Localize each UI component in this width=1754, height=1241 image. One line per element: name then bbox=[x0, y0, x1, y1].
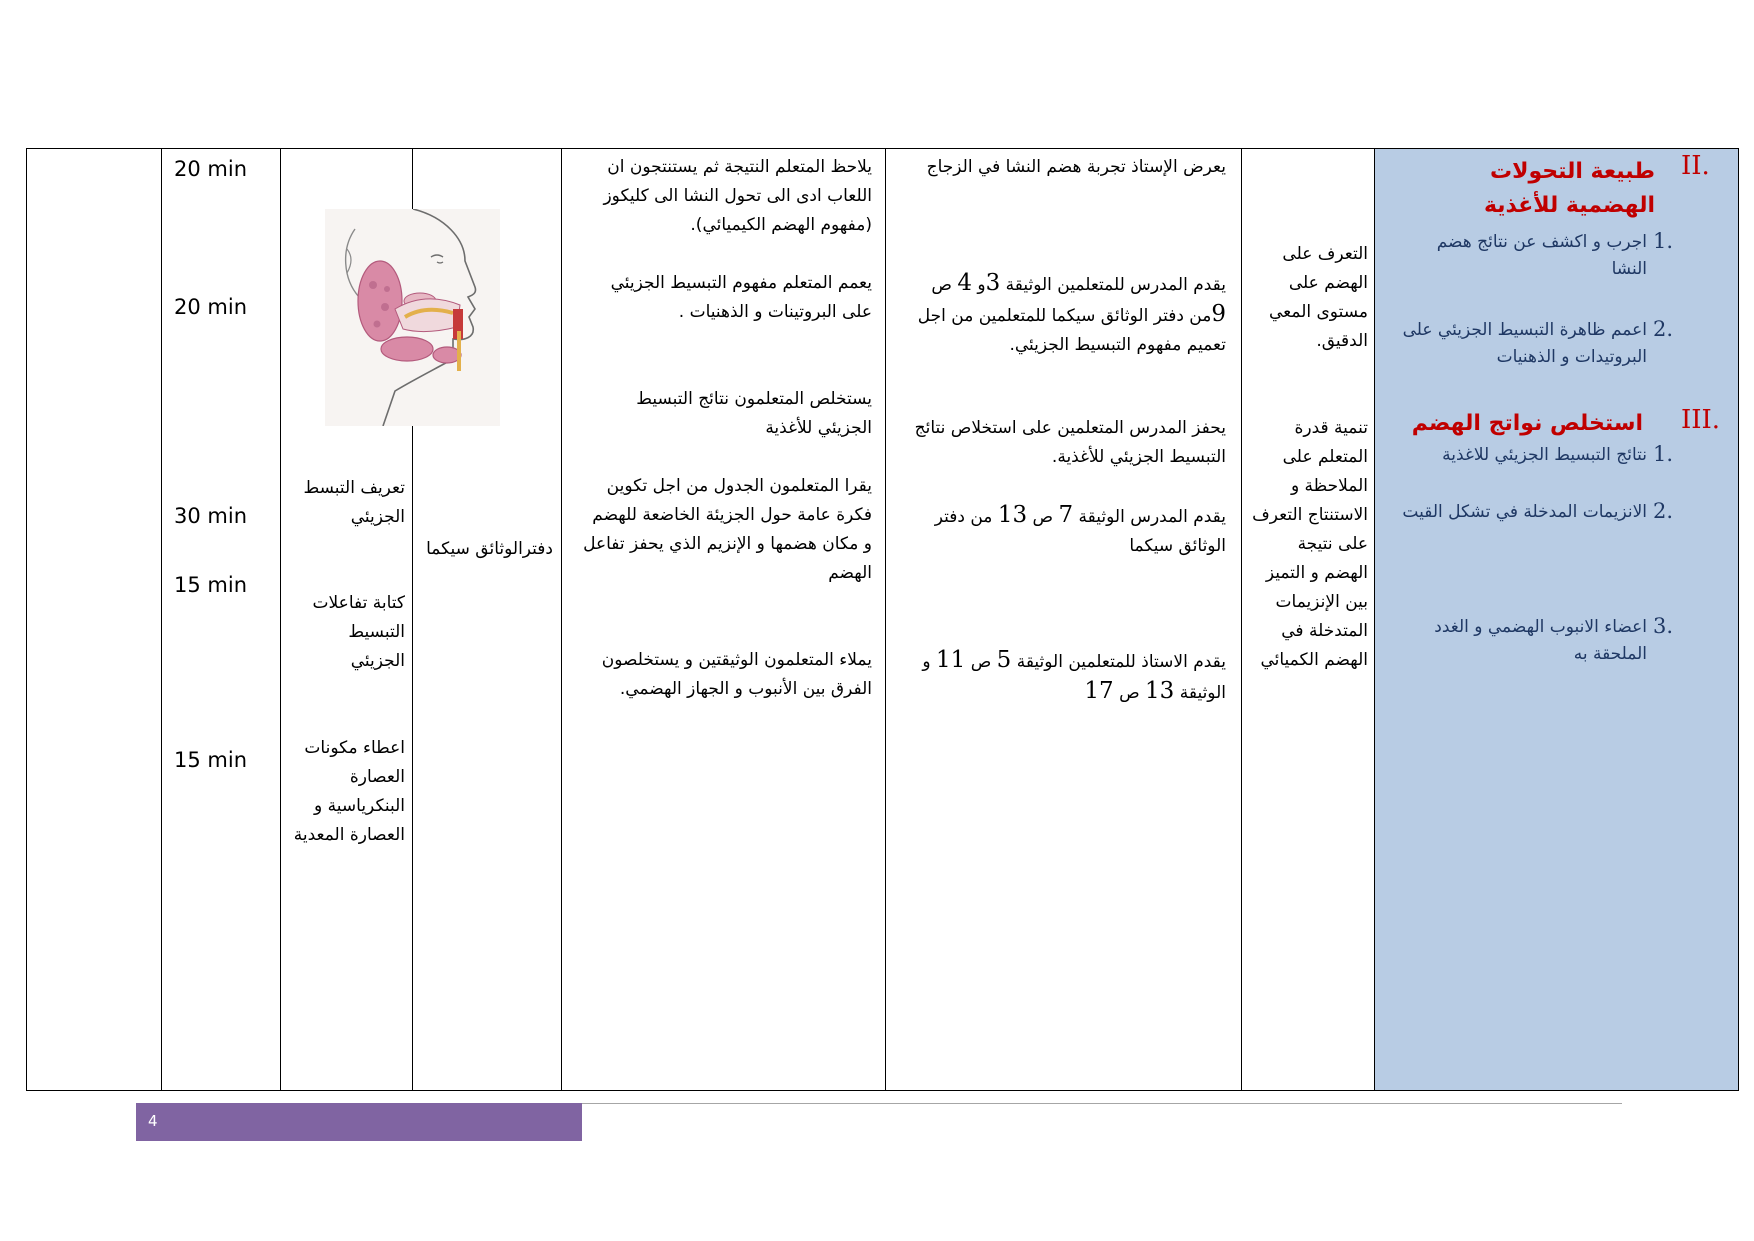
learner-activity-3: يستخلص المتعلمون نتائج التبسيط الجزيئي للأغذية bbox=[636, 389, 872, 438]
empty-column bbox=[27, 149, 162, 1091]
section-3-item-2: الانزيمات المدخلة في تشكل القيت bbox=[1402, 502, 1647, 522]
time-1: 20 min bbox=[174, 157, 247, 181]
objectives-column bbox=[1375, 149, 1739, 1091]
learner-activity-1: يلاحظ المتعلم النتيجة ثم يستنتجون ان اللعاب ادى الى تحول النشا الى كليكوز (مفهوم الهضم الكيميائي). bbox=[603, 157, 872, 235]
time-3: 30 min bbox=[174, 504, 247, 528]
section-2-title: طبيعة التحولات الهضمية للأغذية bbox=[1483, 159, 1655, 218]
section-2-item-1-number: 1. bbox=[1653, 229, 1674, 253]
time-4: 15 min bbox=[174, 573, 247, 597]
evaluation-1: تعريف التبسط الجزيئي bbox=[303, 478, 405, 527]
goal-1: التعرف على الهضم على مستوى المعي الدقيق. bbox=[1269, 244, 1368, 351]
footer-rule bbox=[582, 1103, 1622, 1104]
section-2-numeral: II. bbox=[1681, 151, 1710, 181]
goals-column bbox=[1242, 149, 1375, 1091]
teacher-activity-1: يعرض الإستاذ تجربة هضم النشا في الزجاج bbox=[926, 157, 1226, 177]
section-3-title: استخلص نواتج الهضم bbox=[1411, 411, 1643, 436]
footer-page-bar bbox=[136, 1103, 582, 1141]
section-3-item-2-number: 2. bbox=[1653, 499, 1674, 523]
section-3-item-3-number: 3. bbox=[1653, 614, 1674, 638]
goal-2: تنمية قدرة المتعلم على الملاحظة و الاستنتاج التعرف على نتيجة الهضم و التميز بين الإنزيمات المتدخلة في الهضم الكميائي bbox=[1252, 418, 1368, 670]
lesson-table bbox=[26, 148, 1739, 1091]
evaluation-3: اعطاء مكونات العصارة البنكرياسية و العصارة المعدية bbox=[293, 738, 405, 845]
learner-activity-column bbox=[562, 149, 886, 1091]
section-3-item-3: اعضاء الانبوب الهضمي و الغدد الملحقة به bbox=[1434, 617, 1647, 664]
page-number: 4 bbox=[148, 1112, 158, 1130]
time-2: 20 min bbox=[174, 295, 247, 319]
teacher-activity-5: يقدم الاستاذ للمتعلمين الوثيقة 5 ص 11 و الوثيقة 13 ص 17 bbox=[922, 647, 1226, 704]
learner-activity-2: يعمم المتعلم مفهوم التبسيط الجزيئي على البروتينات و الذهنيات . bbox=[610, 273, 872, 322]
section-2-item-2-number: 2. bbox=[1653, 317, 1674, 341]
learner-activity-4: يقرا المتعلمون الجدول من اجل تكوين فكرة عامة حول الجزيئة الخاضعة للهضم و مكان هضمها و الإنزيم الذي يحفز تفاعل الهضم bbox=[583, 476, 872, 583]
evaluation-2: كتابة تفاعلات التبسيط الجزيئي bbox=[312, 593, 405, 671]
teacher-activity-3: يحفز المدرس المتعلمين على استخلاص نتائج التبسيط الجزيئي للأغذية. bbox=[914, 418, 1226, 467]
section-2-item-2: اعمم ظاهرة التبسيط الجزيئي على البروتيدات و الذهنيات bbox=[1402, 320, 1647, 367]
section-3-item-1-number: 1. bbox=[1653, 442, 1674, 466]
resources-text: دفترالوثائق سيكما bbox=[426, 539, 553, 559]
teacher-activity-2: يقدم المدرس للمتعلمين الوثيقة 3و 4 ص 9من دفتر الوثائق سيكما للمتعلمين من اجل تعميم مفهوم التبسيط الجزيئي. bbox=[917, 270, 1226, 355]
time-5: 15 min bbox=[174, 748, 247, 772]
learner-activity-5: يملاء المتعلمون الوثيقتين و يستخلصون الفرق بين الأنبوب و الجهاز الهضمي. bbox=[601, 650, 872, 699]
section-3-item-1: نتائج التبسيط الجزيئي للاغذية bbox=[1442, 445, 1647, 465]
teacher-activity-4: يقدم المدرس الوثيقة 7 ص 13 من دفتر الوثائق سيكما bbox=[934, 502, 1226, 556]
teacher-activity-column bbox=[886, 149, 1242, 1091]
salivary-glands-illustration bbox=[325, 209, 500, 426]
section-2-item-1: اجرب و اكشف عن نتائج هضم النشا bbox=[1436, 232, 1647, 279]
section-3-numeral: III. bbox=[1681, 405, 1721, 435]
time-column bbox=[162, 149, 281, 1091]
